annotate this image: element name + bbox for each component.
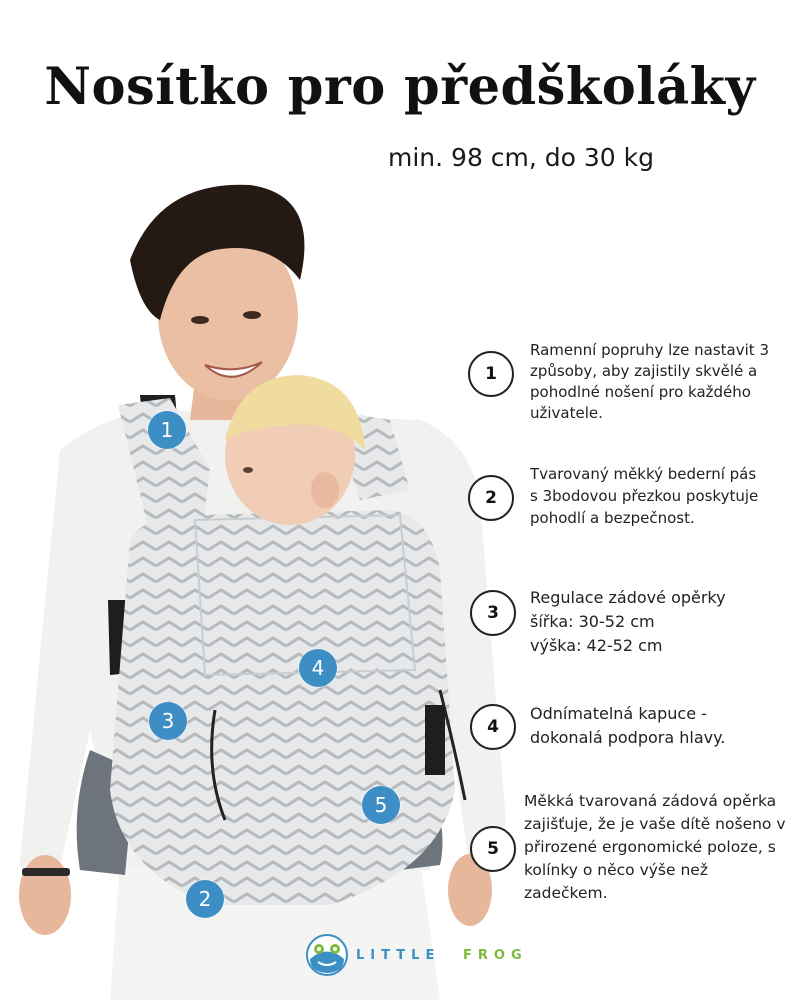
logo-word-little: LITTLE xyxy=(356,948,441,963)
page-subtitle: min. 98 cm, do 30 kg xyxy=(388,143,655,172)
feature-5-number: 5 xyxy=(470,826,516,872)
frog-logo-icon xyxy=(306,934,348,976)
carrier-photo xyxy=(0,170,520,1000)
feature-2-text: Tvarovaný měkký bederní pás s 3bodovou přezkou poskytuje pohodlí a bezpečnost. xyxy=(530,465,759,527)
feature-2-number: 2 xyxy=(468,475,514,521)
feature-3-text: Regulace zádové opěrky šířka: 30-52 cm výška: 42-52 cm xyxy=(530,588,726,655)
photo-marker-1: 1 xyxy=(148,411,186,449)
feature-4-text: Odnímatelná kapuce - dokonalá podpora hlavy. xyxy=(530,704,726,747)
feature-5-text: Měkká tvarovaná zádová opěrka zajišťuje, že je vaše dítě nošeno v přirozené ergonomické poloze, s kolínky o něco výše než zadečkem. xyxy=(524,792,786,902)
feature-3-number: 3 xyxy=(470,590,516,636)
photo-marker-4: 4 xyxy=(299,649,337,687)
feature-1-number: 1 xyxy=(468,351,514,397)
photo-marker-5: 5 xyxy=(362,786,400,824)
page-title: Nosítko pro předškoláky xyxy=(44,57,756,117)
little-frog-logo xyxy=(306,934,546,978)
feature-4-number: 4 xyxy=(470,704,516,750)
logo-word-frog: FROG xyxy=(463,948,528,963)
photo-marker-3: 3 xyxy=(149,702,187,740)
photo-marker-2: 2 xyxy=(186,880,224,918)
feature-1-text: Ramenní popruhy lze nastavit 3 způsoby, aby zajistily skvělé a pohodlné nošení pro každého uživatele. xyxy=(530,341,769,422)
